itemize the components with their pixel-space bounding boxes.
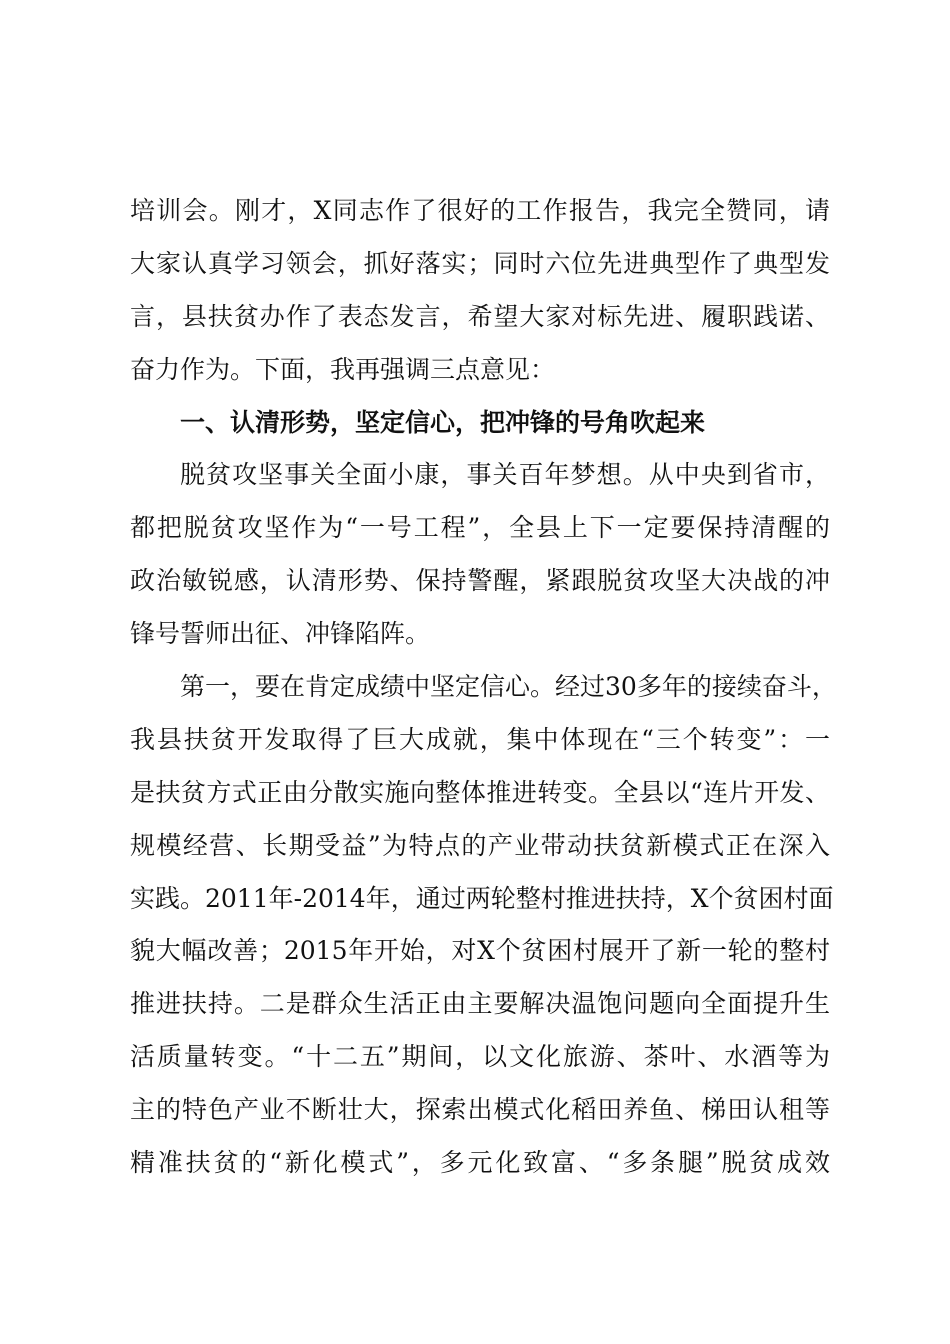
paragraph-line-2: 大家认真学习领会，抓好落实；同时六位先进典型作了典型发: [130, 248, 830, 278]
paragraph-line-13: 规模经营、长期受益”为特点的产业带动扶贫新模式正在深入: [130, 830, 830, 860]
paragraph-line-11: 我县扶贫开发取得了巨大成就，集中体现在“三个转变”：一: [130, 724, 830, 754]
paragraph-line-19: 精准扶贫的“新化模式”，多元化致富、“多条腿”脱贫成效: [130, 1148, 830, 1178]
paragraph-line-12: 是扶贫方式正由分散实施向整体推进转变。全县以“连片开发、: [130, 777, 830, 807]
paragraph-line-4: 奋力作为。下面，我再强调三点意见：: [130, 354, 556, 384]
paragraph-line-17: 活质量转变。“十二五”期间，以文化旅游、茶叶、水酒等为: [130, 1042, 830, 1072]
paragraph-line-9: 锋号誓师出征、冲锋陷阵。: [130, 619, 431, 649]
paragraph-line-18: 主的特色产业不断壮大，探索出模式化稻田养鱼、梯田认租等: [130, 1095, 830, 1125]
paragraph-line-16: 推进扶持。二是群众生活正由主要解决温饱问题向全面提升生: [130, 989, 830, 1019]
paragraph-line-15: 貌大幅改善；2015年开始，对X个贫困村展开了新一轮的整村: [130, 936, 830, 966]
paragraph-line-8: 政治敏锐感，认清形势、保持警醒，紧跟脱贫攻坚大决战的冲: [130, 566, 830, 596]
paragraph-line-6: 脱贫攻坚事关全面小康，事关百年梦想。从中央到省市，: [180, 460, 830, 490]
paragraph-line-14: 实践。2011年-2014年，通过两轮整村推进扶持，X个贫困村面: [130, 883, 834, 913]
document-body: [130, 185, 837, 1190]
paragraph-line-10: 第一，要在肯定成绩中坚定信心。经过30多年的接续奋斗，: [180, 672, 837, 702]
paragraph-line-1: 培训会。刚才，X同志作了很好的工作报告，我完全赞同，请: [130, 196, 830, 225]
paragraph-line-3: 言，县扶贫办作了表态发言，希望大家对标先进、履职践诺、: [130, 301, 830, 331]
section-heading: 一、认清形势，坚定信心，把冲锋的号角吹起来: [180, 407, 706, 437]
paragraph-line-7: 都把脱贫攻坚作为“一号工程”，全县上下一定要保持清醒的: [130, 513, 830, 543]
